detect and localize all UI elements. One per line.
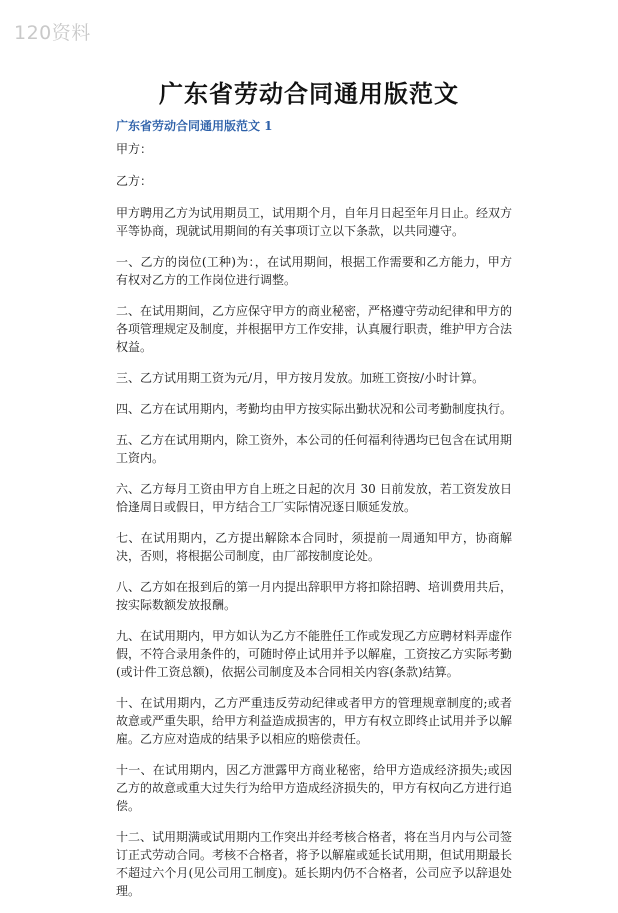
document-subheading: 广东省劳动合同通用版范文 1: [116, 119, 273, 133]
paragraph-clause-7: 七、在试用期内，乙方提出解除本合同时，须提前一周通知甲方，协商解决，否则，将根据公司制度，由厂部按制度论处。: [116, 531, 512, 563]
paragraph-clause-8: 八、乙方如在报到后的第一月内提出辞职甲方将扣除招聘、培训费用共后，按实际数额发放报酬。: [116, 580, 513, 612]
document-body: [116, 140, 512, 913]
paragraph-clause-9: 九、在试用期内，甲方如认为乙方不能胜任工作或发现乙方应聘材料弄虚作假，不符合录用条件的，可随时停止试用并予以解雇，工资按乙方实际考勤(或计件工资总额)，依据公司制度及本合同相关内容(条款)结算。: [116, 629, 513, 679]
paragraph-clause-12: 十二、试用期满或试用期内工作突出并经考核合格者，将在当月内与公司签订正式劳动合同。考核不合格者，将予以解雇或延长试用期，但试用期最长不超过六个月(见公司用工制度)。延长期内仍不合格者，公司应予以辞退处理。: [116, 830, 513, 898]
paragraph-clause-2: 二、在试用期间，乙方应保守甲方的商业秘密，严格遵守劳动纪律和甲方的各项管理规定及制度，并根据甲方工作安排，认真履行职责，维护甲方合法权益。: [116, 304, 513, 354]
paragraph-clause-5: 五、乙方在试用期内，除工资外，本公司的任何福利待遇均已包含在试用期工资内。: [116, 433, 513, 465]
paragraph-intro: 甲方聘用乙方为试用期员工，试用期个月，自年月日起至年月日止。经双方平等协商，现就试用期间的有关事项订立以下条款，以共同遵守。: [116, 206, 513, 238]
paragraph-clause-4: 四、乙方在试用期内，考勤均由甲方按实际出勤状况和公司考勤制度执行。: [116, 402, 513, 416]
watermark-logo: 120资料: [14, 22, 91, 44]
document-title: 广东省劳动合同通用版范文: [159, 79, 459, 108]
paragraph-clause-3: 三、乙方试用期工资为元/月，甲方按月发放。加班工资按/小时计算。: [116, 371, 485, 385]
paragraph-clause-10: 十、在试用期内，乙方严重违反劳动纪律或者甲方的管理规章制度的;或者故意或严重失职，给甲方利益造成损害的，甲方有权立即终止试用并予以解雇。乙方应对造成的结果予以相应的赔偿责任。: [116, 696, 513, 746]
paragraph-clause-11: 十一、在试用期内，因乙方泄露甲方商业秘密，给甲方造成经济损失;或因乙方的故意或重大过失行为给甲方造成经济损失的，甲方有权向乙方进行追偿。: [116, 763, 513, 813]
paragraph-clause-1: 一、乙方的岗位(工种)为：，在试用期间，根据工作需要和乙方能力，甲方有权对乙方的工作岗位进行调整。: [116, 255, 512, 287]
party-b-label: 乙方：: [116, 174, 153, 188]
paragraph-clause-6: 六、乙方每月工资由甲方自上班之日起的次月 30 日前发放，若工资发放日恰逢周日或假日，甲方结合工厂实际情况逐日顺延发放。: [116, 482, 512, 514]
party-a-label: 甲方：: [116, 142, 153, 156]
